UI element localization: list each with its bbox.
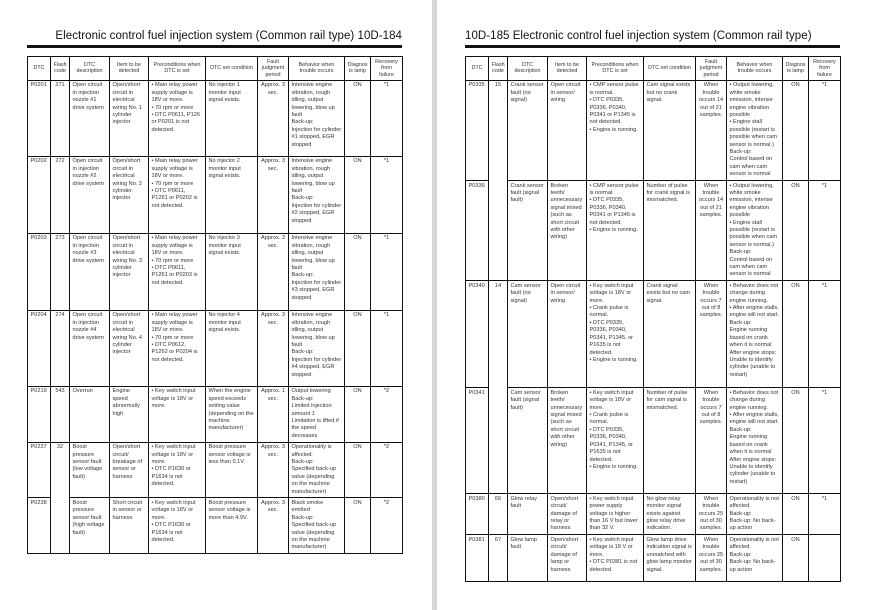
table-row <box>28 156 403 233</box>
judgment-period-cell: When trouble occurs 14 out of 21 samples. <box>696 181 727 281</box>
behavior-line: Intensive engine vibration, rough idling, output lowering, blow up fault <box>291 235 335 271</box>
column-header-recovery: Recovery from failure <box>371 57 403 81</box>
diagnosis-lamp-cell: ON <box>783 494 809 535</box>
diagnosis-lamp-cell: ON <box>345 442 371 498</box>
set-condition-cell: No injector 3 monitor input signal exists. <box>206 233 258 310</box>
diagnosis-lamp-cell: ON <box>783 281 809 388</box>
set-condition-cell: Crank signal exists but no cam signal. <box>644 281 696 388</box>
behavior-line: Intensive engine vibration, rough idling, output lowering, blow up fault <box>291 82 335 118</box>
recovery-cell: *2 <box>371 386 403 442</box>
behavior-line: Back-up: <box>729 551 752 558</box>
behavior-line: Intensive engine vibration, rough idling, output lowering, blow up fault <box>291 312 335 348</box>
dtc-description-cell: Open circuit in injection nozzle #4 drive system <box>70 310 110 386</box>
dtc-description-cell: Crank sensor fault (no signal) <box>508 80 548 180</box>
column-header-preconditions: Preconditions when DTC is set <box>149 57 206 81</box>
preconditions-line: • DTC P1630 or P1634 is not detected. <box>151 466 191 488</box>
diagnosis-lamp-cell: ON <box>783 181 809 281</box>
behavior-line: Injection for cylinder #3 stopped, EGR stopped <box>291 279 342 301</box>
dtc-description-cell: Boost pressure sensor fault (high voltage fault) <box>70 498 110 554</box>
recovery-cell: *2 <box>371 498 403 554</box>
set-condition-cell: When the engine speed exceeds setting value (depending on the machine manufacturer) <box>206 386 258 442</box>
preconditions-line: • 70 rpm or more <box>151 334 194 341</box>
preconditions-line: • Key switch input voltage is 18V or more. <box>151 499 196 521</box>
dtc-code-cell: P0238 <box>28 498 51 554</box>
set-condition-cell: No injector 2 monitor input signal exists. <box>206 156 258 233</box>
diagnosis-lamp-cell: ON <box>345 156 371 233</box>
recovery-cell: *1 <box>809 80 841 180</box>
behavior-cell <box>727 281 783 388</box>
preconditions-cell <box>149 156 206 233</box>
preconditions-cell <box>149 80 206 156</box>
dtc-description-cell: Boost pressure sensor fault (low voltage fault) <box>70 442 110 498</box>
table-row <box>466 535 841 582</box>
set-condition-cell: No injector 1 monitor input signal exists. <box>206 80 258 156</box>
diagnosis-lamp-cell: ON <box>345 80 371 156</box>
item-detected-cell: Open circuit in sensor/ wiring <box>548 281 587 388</box>
preconditions-line: • 70 rpm or more <box>151 104 194 111</box>
behavior-line: Back-up: <box>291 458 314 465</box>
diagnosis-lamp-cell: ON <box>345 498 371 554</box>
table-header-row <box>466 57 841 81</box>
behavior-line: • Behavior does not change during engine running. <box>729 389 779 411</box>
behavior-line: • Engine stall possible (restart is possible when cam sensor is normal.) <box>729 219 778 248</box>
column-header-item-detected: Item to be detected <box>548 57 587 81</box>
item-detected-cell: Open/short circuit in electrical wiring No. 2 cylinder injector <box>110 156 149 233</box>
behavior-line: Output lowering <box>291 388 331 395</box>
flash-code-cell: 15 <box>489 80 508 281</box>
diagnosis-lamp-cell: ON <box>783 388 809 494</box>
item-detected-cell: Open/short circuit in electrical wiring No. 4 cylinder injector <box>110 310 149 386</box>
behavior-cell <box>289 80 345 156</box>
recovery-cell: *2 <box>371 442 403 498</box>
preconditions-line: • CMP sensor pulse is normal. <box>589 182 639 196</box>
preconditions-cell <box>149 310 206 386</box>
preconditions-cell <box>587 181 644 281</box>
column-header-flash-code: Flash code <box>51 57 70 81</box>
column-header-flash-code: Flash code <box>489 57 508 81</box>
recovery-cell: *1 <box>371 310 403 386</box>
dtc-code-cell: P0219 <box>28 386 51 442</box>
preconditions-line: • Key switch input voltage is 18V or more. <box>151 388 196 410</box>
flash-code-cell: 14 <box>489 281 508 494</box>
preconditions-line: • Key switch input voltage is 18 V or more. <box>589 536 634 558</box>
table-row <box>466 181 841 281</box>
flash-code-cell: 271 <box>51 80 70 156</box>
table-row <box>28 80 403 156</box>
column-header-dtc: DTC <box>466 57 489 81</box>
preconditions-line: • DTC P0335, P0336, P0340, P0341, P1345, or P1635 is not detected. <box>589 319 634 356</box>
behavior-line: • After engine stalls, engine will not start. <box>729 305 779 319</box>
behavior-line: Engine running based on crank when it is normal <box>729 434 772 456</box>
dtc-table <box>465 56 841 582</box>
preconditions-line: • DTC P0612, P1262 or P0204 is not detected. <box>151 341 198 363</box>
recovery-cell: *1 <box>809 494 841 535</box>
table-header-row <box>28 57 403 81</box>
page-10d-184 <box>0 0 432 610</box>
title-rule <box>465 45 840 48</box>
item-detected-cell: Broken teeth/ unnecessary signal mixed (such as short circuit with other wiring) <box>548 388 587 494</box>
item-detected-cell: Open/short circuit/ damage of lamp or harness <box>548 535 587 582</box>
behavior-line: Limitation is lifted if the speed decreases <box>291 417 339 439</box>
dtc-description-cell: Open circuit in injection nozzle #2 drive system <box>70 156 110 233</box>
behavior-line: Limited injection amount 1 <box>291 403 332 417</box>
dtc-description-cell: Cam sensor fault (no signal) <box>508 281 548 388</box>
recovery-cell: *1 <box>371 233 403 310</box>
judgment-period-cell: When trouble occurs 25 out of 30 samples. <box>696 494 727 535</box>
behavior-line: Engine running based on crank when it is normal <box>729 327 772 349</box>
preconditions-line: • DTC P0335, P0336, P0340, P0341 or P1345 is not detected. <box>589 197 636 226</box>
judgment-period-cell: Approx. 3 sec. <box>258 310 289 386</box>
column-header-diagnosis-lamp: Diagnos is lamp <box>783 57 809 81</box>
preconditions-line: • Key switch input voltage is 18V or more. <box>151 444 196 465</box>
preconditions-line: • DTC P0611, P126 or P0201 is not detected. <box>151 111 200 133</box>
page-10d-185 <box>437 0 869 610</box>
set-condition-cell: No glow relay monitor signal exists against glow relay drive indication. <box>644 494 696 535</box>
dtc-description-cell: Glow relay fault <box>508 494 548 535</box>
behavior-cell <box>289 386 345 442</box>
column-header-judgment-period: Fault judgment period <box>258 57 289 81</box>
preconditions-cell <box>587 494 644 535</box>
behavior-line: After engine stops: Unable to identify cylinder (unable to restart) <box>729 456 777 485</box>
column-header-judgment-period: Fault judgment period <box>696 57 727 81</box>
dtc-table <box>27 56 403 554</box>
behavior-line: Specified back-up value (depending on the machine manufacturer) <box>291 522 336 551</box>
dtc-description-cell: Glow lamp fault <box>508 535 548 582</box>
behavior-line: Back-up: <box>729 148 752 155</box>
preconditions-line: • Main relay power supply voltage is 18V or more. <box>151 82 198 104</box>
preconditions-line: • Main relay power supply voltage is 18V or more. <box>151 235 198 257</box>
preconditions-line: • DTC P0611, P1261 or P0203 is not detected. <box>151 264 198 286</box>
behavior-line: Back-up: No back-up action <box>729 559 776 573</box>
behavior-line: Injection for cylinder #4 stopped, EGR stopped <box>291 356 342 378</box>
preconditions-line: • Engine is running. <box>589 463 638 470</box>
preconditions-line: • CMP sensor pulse is normal. <box>589 82 639 96</box>
preconditions-cell <box>587 80 644 180</box>
recovery-cell: *1 <box>809 388 841 494</box>
behavior-line: Back-up: <box>729 510 752 517</box>
preconditions-line: • DTC P0335, P0336, P0340, P0341, P1345, or P1635 is not detected. <box>589 426 634 463</box>
behavior-line: Operationality is affected. <box>291 444 332 458</box>
behavior-cell <box>727 494 783 535</box>
column-header-set-condition: DTC set condition <box>644 57 696 81</box>
recovery-cell: *1 <box>371 80 403 156</box>
behavior-line: • Output lowering, white smoke emission, intense engine vibration possible <box>729 82 774 118</box>
set-condition-cell: Boost pressure sensor voltage is less than 0.1V. <box>206 442 258 498</box>
dtc-description-cell: Overrun <box>70 386 110 442</box>
column-header-preconditions: Preconditions when DTC is set <box>587 57 644 81</box>
flash-code-cell: 273 <box>51 233 70 310</box>
page-title: Electronic control fuel injection system (Common rail type) 10D-184 <box>55 30 402 42</box>
table-row <box>466 494 841 535</box>
table-row <box>28 233 403 310</box>
set-condition-cell: Glow lamp drive indication signal is unmatched with glow lamp monitor signal. <box>644 535 696 582</box>
item-detected-cell: Open circuit in sensor/ wiring <box>548 80 587 180</box>
table-row <box>28 386 403 442</box>
preconditions-line: • DTC P1630 or P1634 is not detected. <box>151 522 191 543</box>
preconditions-cell <box>149 498 206 554</box>
column-header-dtc-description: DTC description <box>70 57 110 81</box>
set-condition-cell: Number of pulse for crank signal is mismatched. <box>644 181 696 281</box>
behavior-line: Control based on cam when cam sensor is normal <box>729 256 773 278</box>
flash-code-cell: 67 <box>489 535 508 582</box>
flash-code-cell: 543 <box>51 386 70 442</box>
set-condition-cell: No injector 4 monitor input signal exists. <box>206 310 258 386</box>
dtc-description-cell: Crank sensor fault (signal fault) <box>508 181 548 281</box>
behavior-line: Back-up: <box>291 349 314 356</box>
column-header-behavior: Behavior when trouble occurs <box>727 57 783 81</box>
dtc-code-cell: P0202 <box>28 156 51 233</box>
preconditions-line: • Main relay power supply voltage is 18V or more. <box>151 158 198 180</box>
set-condition-cell: Cam signal exists but no crank signal. <box>644 80 696 180</box>
behavior-line: Back-up: <box>729 319 752 326</box>
column-header-behavior: Behavior when trouble occurs <box>289 57 345 81</box>
behavior-line: After engine stops: Unable to identify cylinder (unable to restart) <box>729 349 777 378</box>
behavior-line: Operationality is not affected. <box>729 536 779 551</box>
diagnosis-lamp-cell: ON <box>345 233 371 310</box>
dtc-description-cell: Open circuit in injection nozzle #3 drive system <box>70 233 110 310</box>
behavior-line: • Engine stall possible (restart is possible when cam sensor is normal.) <box>729 119 778 148</box>
dtc-description-cell: Open circuit in injection nozzle #1 drive system <box>70 80 110 156</box>
dtc-code-cell: P0237 <box>28 442 51 498</box>
dtc-description-cell: Cam sensor fault (signal fault) <box>508 388 548 494</box>
column-header-set-condition: DTC set condition <box>206 57 258 81</box>
dtc-code-cell: P0335 <box>466 80 489 180</box>
recovery-cell: *1 <box>809 281 841 388</box>
behavior-line: • Output lowering, white smoke emission, intense engine vibration possible <box>729 182 774 219</box>
set-condition-cell: Number of pulse for cam signal is mismatched. <box>644 388 696 494</box>
dtc-code-cell: P0381 <box>466 535 489 582</box>
preconditions-cell <box>149 442 206 498</box>
item-detected-cell: Short circuit in sensor or harness <box>110 498 149 554</box>
item-detected-cell: Broken teeth/ unnecessary signal mixed (such as short circuit with other wiring) <box>548 181 587 281</box>
preconditions-line: • DTC P0611, P1261 or P0202 is not detected. <box>151 187 198 209</box>
table-row <box>28 442 403 498</box>
behavior-line: Black smoke emitted <box>291 499 324 514</box>
preconditions-line: • DTC P0381 is not detected. <box>589 559 638 573</box>
behavior-cell <box>727 181 783 281</box>
dtc-code-cell: P0201 <box>28 80 51 156</box>
preconditions-cell <box>587 388 644 494</box>
flash-code-cell: 272 <box>51 156 70 233</box>
behavior-line: Back-up: <box>291 272 314 279</box>
column-header-dtc-description: DTC description <box>508 57 548 81</box>
behavior-line: • Behavior does not change during engine running. <box>729 282 779 304</box>
dtc-code-cell: P0336 <box>466 181 489 281</box>
table-row <box>466 80 841 180</box>
preconditions-cell <box>587 281 644 388</box>
recovery-cell <box>809 535 841 582</box>
dtc-code-cell: P0203 <box>28 233 51 310</box>
behavior-line: Back-up: No back-up action <box>729 518 776 532</box>
behavior-line: Operationality is not affected. <box>729 495 779 510</box>
preconditions-line: • Key switch input voltage is 18V or more. <box>589 389 634 411</box>
dtc-code-cell: P0340 <box>466 281 489 388</box>
preconditions-line: • 70 rpm or more <box>151 257 194 264</box>
judgment-period-cell: When trouble occurs 14 out of 21 samples. <box>696 80 727 180</box>
flash-code-cell: 32 <box>51 442 70 554</box>
diagnosis-lamp-cell: ON <box>345 310 371 386</box>
behavior-line: Specified back-up value (depending on the machine manufacturer) <box>291 466 336 495</box>
flash-code-cell: 274 <box>51 310 70 386</box>
judgment-period-cell: When trouble occurs 25 out of 30 samples. <box>696 535 727 582</box>
preconditions-cell <box>587 535 644 582</box>
behavior-cell <box>289 498 345 554</box>
preconditions-line: • Main relay power supply voltage is 18V or more. <box>151 312 198 334</box>
judgment-period-cell: When trouble occurs 7 out of 8 samples. <box>696 281 727 388</box>
behavior-line: Back-up: <box>291 514 314 521</box>
column-header-recovery: Recovery from failure <box>809 57 841 81</box>
column-header-item-detected: Item to be detected <box>110 57 149 81</box>
item-detected-cell: Engine speed abnormally high <box>110 386 149 442</box>
item-detected-cell: Open/short circuit/ damage of relay or harness <box>548 494 587 535</box>
item-detected-cell: Open/short circuit in electrical wiring No. 3 cylinder injector <box>110 233 149 310</box>
table-row <box>466 281 841 388</box>
judgment-period-cell: Approx. 3 sec. <box>258 498 289 554</box>
dtc-code-cell: P0380 <box>466 494 489 535</box>
behavior-line: Back-up: <box>729 426 752 433</box>
column-header-diagnosis-lamp: Diagnos is lamp <box>345 57 371 81</box>
diagnosis-lamp-cell: ON <box>783 80 809 180</box>
item-detected-cell: Open/short circuit in electrical wiring No. 1 cylinder injector <box>110 80 149 156</box>
dtc-code-cell: P0341 <box>466 388 489 494</box>
preconditions-line: • DTC P0335, P0336, P0340, P0341 or P1345 is not detected. <box>589 97 636 126</box>
table-row <box>28 310 403 386</box>
behavior-cell <box>289 233 345 310</box>
recovery-cell: *1 <box>371 156 403 233</box>
diagnosis-lamp-cell: ON <box>783 535 809 582</box>
preconditions-cell <box>149 386 206 442</box>
diagnosis-lamp-cell: ON <box>345 386 371 442</box>
behavior-cell <box>727 80 783 180</box>
behavior-cell <box>289 310 345 386</box>
page-title: 10D-185 Electronic control fuel injection system (Common rail type) <box>465 30 812 42</box>
judgment-period-cell: Approx. 1 sec. <box>258 386 289 442</box>
preconditions-line: • Engine is running. <box>589 227 638 233</box>
set-condition-cell: Boost pressure sensor voltage is more than 4.9V. <box>206 498 258 554</box>
behavior-line: Back-up: <box>729 249 752 256</box>
behavior-line: Control based on cam when cam sensor is normal <box>729 156 773 178</box>
preconditions-line: • Engine is running. <box>589 126 638 133</box>
recovery-cell: *1 <box>809 181 841 281</box>
item-detected-cell: Open/short circuit/ breakage of sensor or harness <box>110 442 149 498</box>
behavior-cell <box>727 535 783 582</box>
table-row <box>28 498 403 554</box>
flash-code-cell: 66 <box>489 494 508 535</box>
preconditions-line: • 70 rpm or more <box>151 180 194 187</box>
judgment-period-cell: Approx. 3 sec. <box>258 233 289 310</box>
behavior-line: Injection for cylinder #2 stopped, EGR stopped <box>291 202 342 224</box>
behavior-cell <box>727 388 783 494</box>
behavior-cell <box>289 156 345 233</box>
behavior-line: Back-up: <box>291 195 314 202</box>
table-row <box>466 388 841 494</box>
behavior-line: • After engine stalls, engine will not start. <box>729 412 779 426</box>
behavior-line: Back-up: <box>291 395 314 402</box>
judgment-period-cell: Approx. 3 sec. <box>258 156 289 233</box>
behavior-line: Back-up: <box>291 119 314 126</box>
behavior-line: Intensive engine vibration, rough idling, output lowering, blow up fault <box>291 158 335 194</box>
preconditions-line: • Engine is running. <box>589 356 638 363</box>
dtc-code-cell: P0204 <box>28 310 51 386</box>
preconditions-line: • Crank pulse is normal. <box>589 305 629 319</box>
column-header-dtc: DTC <box>28 57 51 81</box>
title-rule <box>27 45 402 48</box>
behavior-line: Injection for cylinder #1 stopped, EGR stopped <box>291 126 342 148</box>
preconditions-line: • Key switch input voltage is 18V or more. <box>589 282 634 304</box>
judgment-period-cell: Approx. 3 sec. <box>258 80 289 156</box>
preconditions-line: • Crank pulse is normal. <box>589 412 629 426</box>
preconditions-cell <box>149 233 206 310</box>
judgment-period-cell: When trouble occurs 7 out of 8 samples. <box>696 388 727 494</box>
preconditions-line: • Key switch input power supply voltage is higher than 16 V but lower than 32 V. <box>589 495 638 532</box>
judgment-period-cell: Approx. 3 sec. <box>258 442 289 498</box>
behavior-cell <box>289 442 345 498</box>
